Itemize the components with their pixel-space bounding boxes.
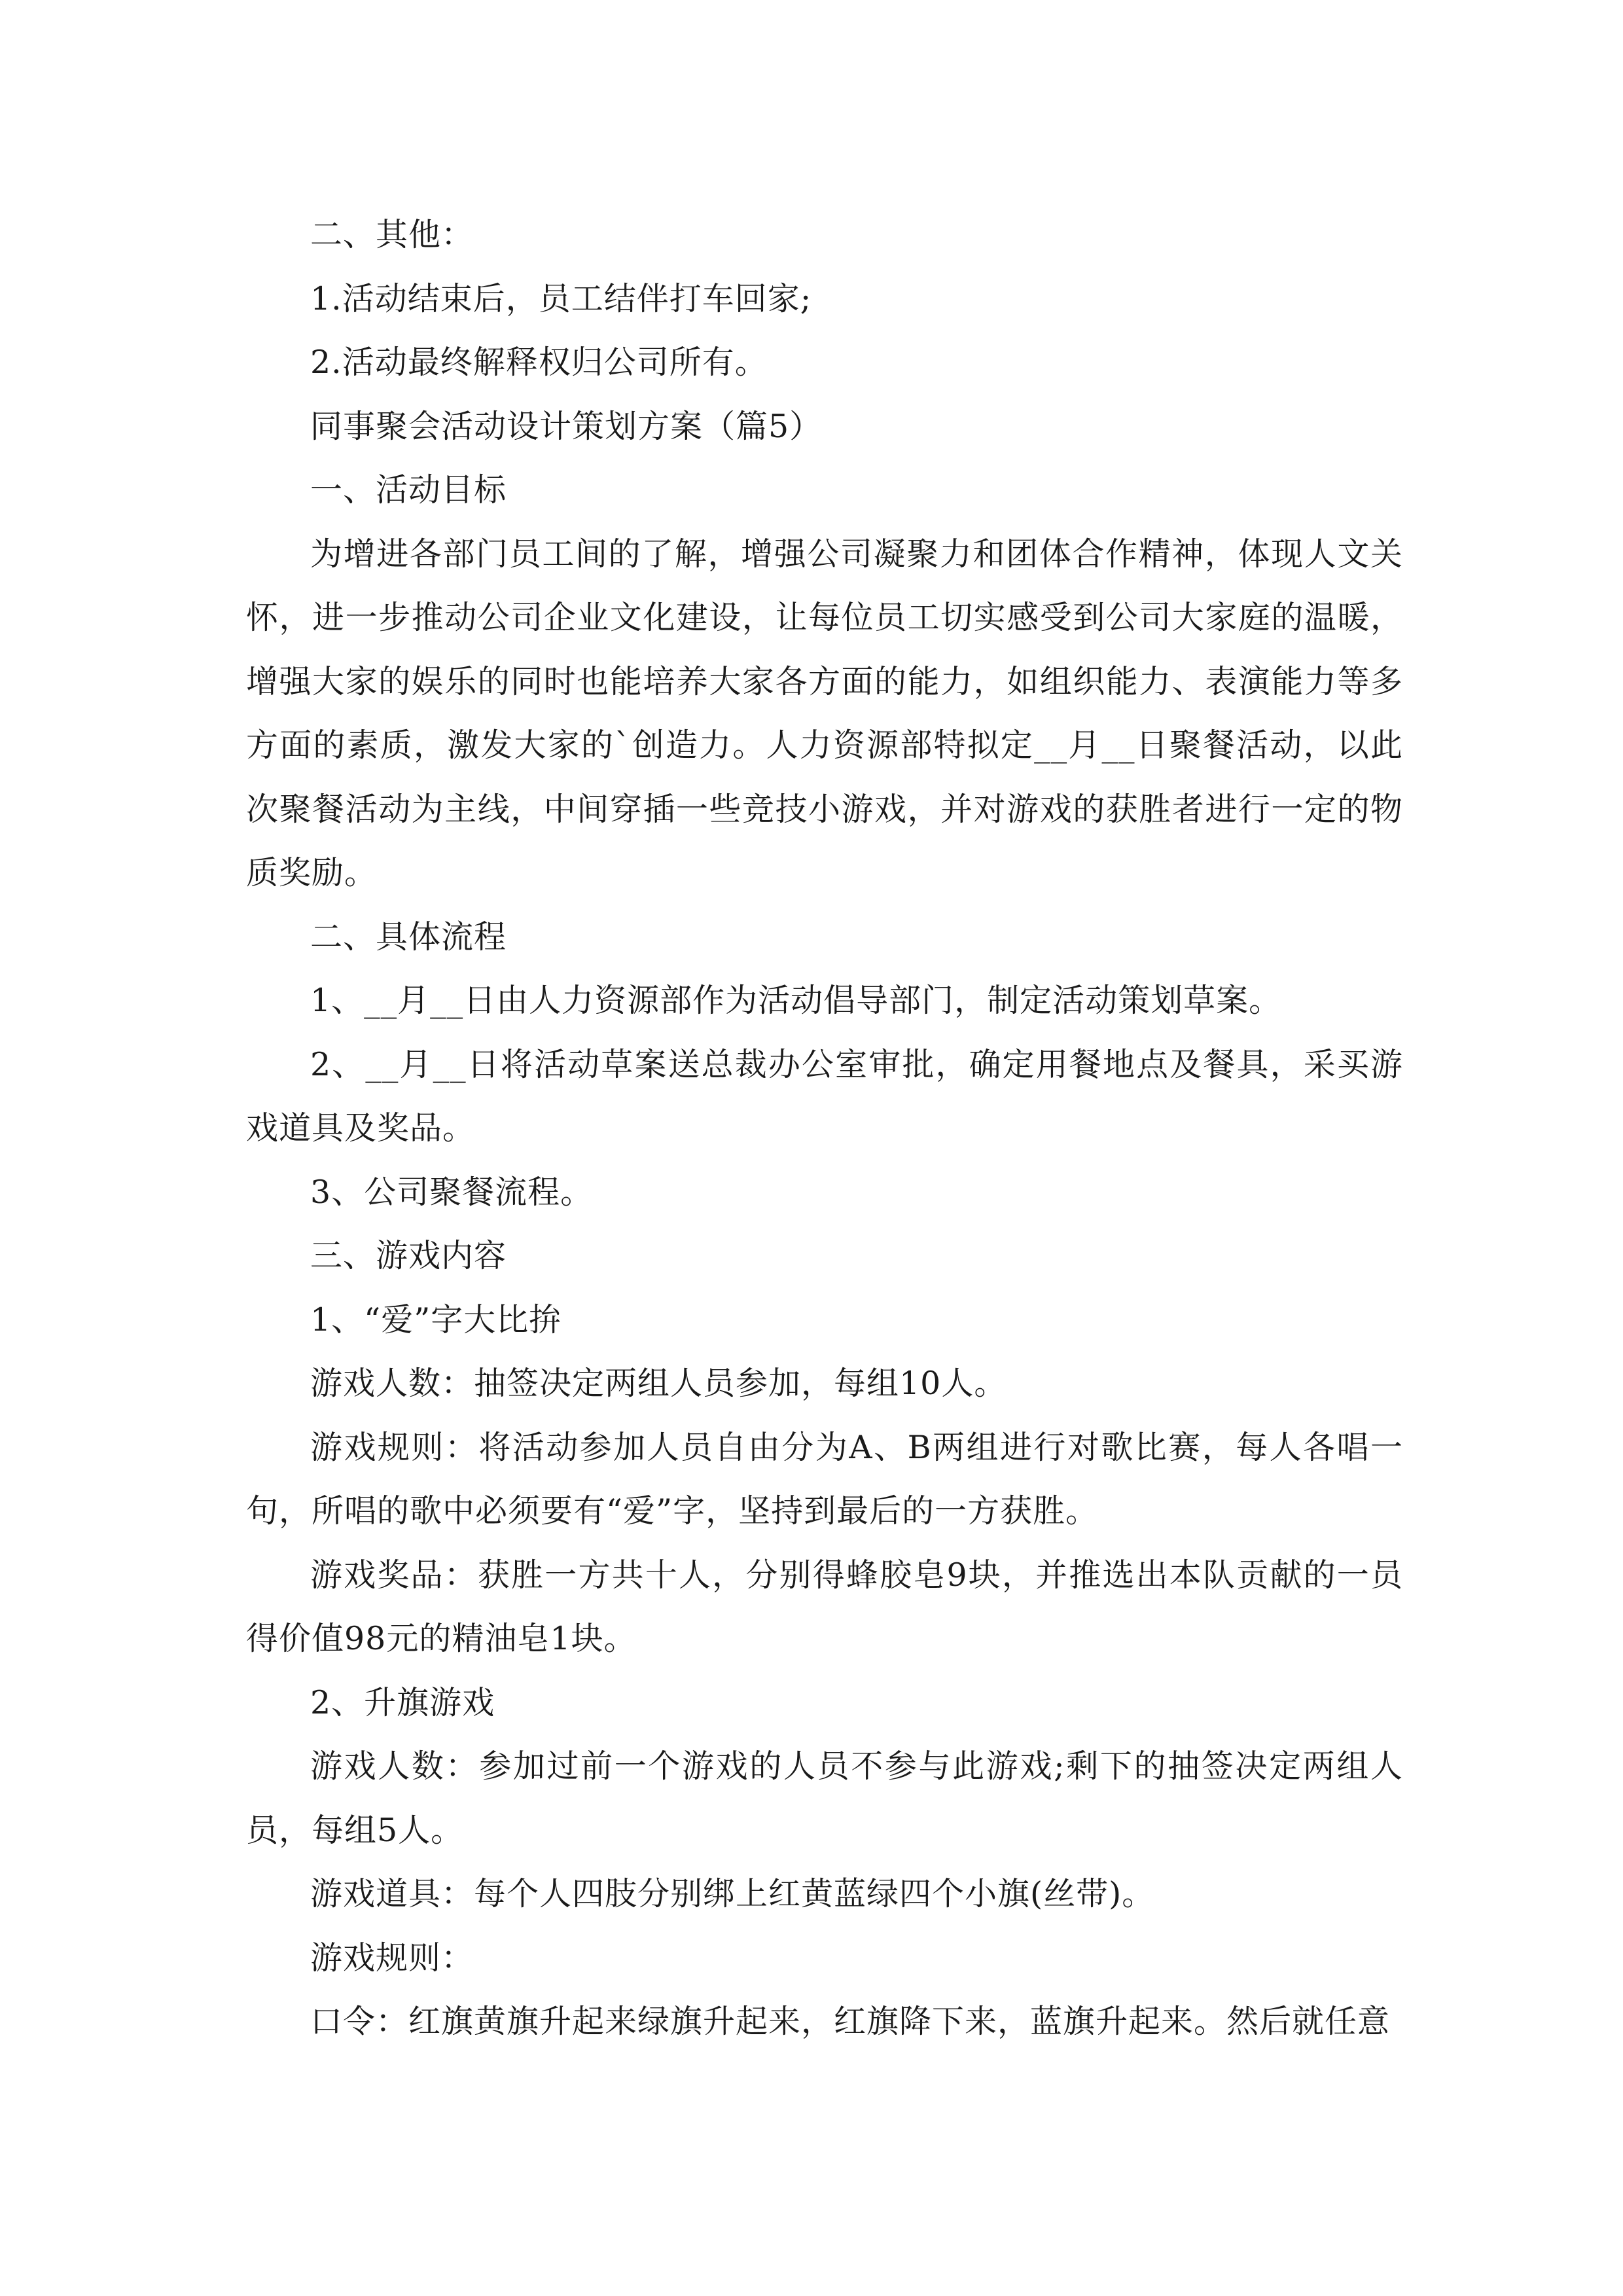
game-title: 2、升旗游戏 <box>310 1683 495 1721</box>
paragraph-item: 游戏规则：将活动参加人员自由分为A、B两组进行对歌比赛，每人各唱一句，所唱的歌中必须要有“爱”字，坚持到最后的一方获胜。 <box>246 1428 1403 1530</box>
paragraph-item: 游戏道具：每个人四肢分别绑上红黄蓝绿四个小旗(丝带)。 <box>310 1875 1155 1912</box>
paragraph-item: 2.活动最终解释权归公司所有。 <box>310 344 768 381</box>
paragraph-item: 1.活动结束后，员工结伴打车回家; <box>310 279 812 317</box>
paragraph-item: 游戏奖品：获胜一方共十人，分别得蜂胶皂9块，并推选出本队贡献的一员得价值98元的精油皂1块。 <box>246 1556 1403 1657</box>
paragraph-item: 游戏人数：参加过前一个游戏的人员不参与此游戏;剩下的抽签决定两组人员，每组5人。 <box>246 1748 1403 1849</box>
paragraph-item: 3、公司聚餐流程。 <box>310 1173 594 1211</box>
section-heading-other: 二、其他： <box>310 216 474 253</box>
paragraph-item: 2、__月__日将活动草案送总裁办公室审批，确定用餐地点及餐具，采买游戏道具及奖品。 <box>246 1045 1403 1147</box>
paragraph-item: 游戏规则： <box>310 1939 474 1977</box>
paragraph-item: 1、__月__日由人力资源部作为活动倡导部门，制定活动策划草案。 <box>310 982 1282 1019</box>
game-title: 1、“爱”字大比拚 <box>310 1300 562 1338</box>
section-heading-process: 二、具体流程 <box>310 918 507 956</box>
document-body <box>246 203 1403 2054</box>
section-heading-goal: 一、活动目标 <box>310 471 507 509</box>
paragraph-item: 游戏人数：抽签决定两组人员参加，每组10人。 <box>310 1365 1007 1402</box>
document-title: 同事聚会活动设计策划方案（篇5） <box>310 407 823 445</box>
paragraph-item: 口令：红旗黄旗升起来绿旗升起来，红旗降下来，蓝旗升起来。然后就任意 <box>310 2003 1391 2040</box>
section-heading-games: 三、游戏内容 <box>310 1237 507 1274</box>
paragraph-goal: 为增进各部门员工间的了解，增强公司凝聚力和团体合作精神，体现人文关怀，进一步推动公司企业文化建设，让每位员工切实感受到公司大家庭的温暖，增强大家的娱乐的同时也能培养大家各方面的能力，如组织能力、表演能力等多方面的素质，激发大家的`创造力。人力资源部特拟定__月__日聚餐活动，以此次聚餐活动为主线，中间穿插一些竞技小游戏，并对游戏的获胜者进行一定的物质奖励。 <box>246 535 1403 891</box>
